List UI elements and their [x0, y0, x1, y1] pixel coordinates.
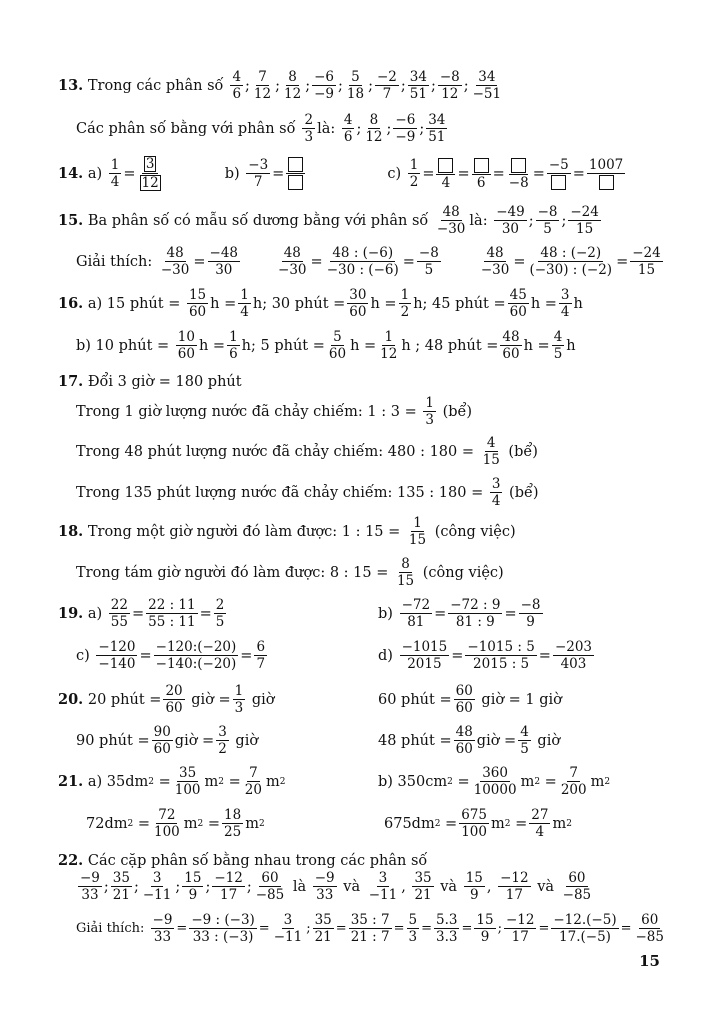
exercise-22-line-1: −9 33 ; 35 21 ; 3 −11 ; 15 9 ; −12 17 ; 60 −85 là −9 33 và 3 −11 , 35 21 và 15 9 , −12 17 và 60 −85: [80, 870, 592, 904]
text: Các phân số bằng với phân số: [76, 120, 296, 137]
exercise-number: 13.: [58, 77, 84, 95]
exercise-17-line-1: Trong 1 giờ lượng nước đã chảy chiếm: 1 : 3 = $\frac{1}{3}$ (bể): [76, 395, 473, 429]
text: là:: [469, 212, 488, 229]
text: c): [387, 165, 402, 182]
text: Trong 48 phút lượng nước đã chảy chiếm: 480 : 180 =: [76, 443, 475, 460]
exercise-20-d: 48 phút = 48 60 giờ = 4 5 giờ: [378, 724, 561, 758]
text: là: [292, 878, 307, 895]
exercise-18-line-2: Trong tám giờ người đó làm được: 8 : 15 = $\frac{8}{15}$ (công việc): [76, 556, 504, 590]
text: Ba phân số có mẫu số dương bằng với phân số: [87, 212, 429, 229]
text: Trong 1 giờ lượng nước đã chảy chiếm: 1 : 3 =: [76, 403, 417, 420]
text: a): [87, 605, 103, 622]
exercise-number: 22.: [58, 852, 84, 869]
exercise-17-line-2: Trong 48 phút lượng nước đã chảy chiếm: 480 : 180 = $\frac{4}{15}$ (bể): [76, 435, 538, 469]
exercise-number: 17.: [58, 373, 84, 390]
exercise-number: 15.: [58, 212, 84, 230]
text: Các cặp phân số bằng nhau trong các phân số: [87, 852, 428, 869]
exercise-13-line-2: Các phân số bằng với phân số 2 3 là: 4 6 ; 8 12 ; −6 −9 ; 34 51: [76, 112, 446, 146]
exercise-number: 14.: [58, 165, 84, 183]
exercise-21-c: 72dm 2 = 72 100 m 2 = 18 25 m 2: [86, 807, 265, 841]
text: a): [87, 165, 103, 182]
exercise-16-line-2: b) 10 phút = $\frac{10}{60}$ h = 1 6 h; 5 phút = 5 60 h = 1 12 h ; 48 phút = 48 60 h = 4 5 h: [76, 329, 576, 363]
exercise-number: 19.: [58, 605, 84, 623]
exercise-22-head: [58, 852, 427, 869]
text: Trong tám giờ người đó làm được: 8 : 15 =: [76, 564, 389, 581]
exercise-19-b: b) −72 81 = −72 : 9 81 : 9 = −8 9: [378, 597, 541, 631]
exercise-17-head: [58, 373, 242, 390]
text: b) 10 phút =: [76, 337, 170, 354]
text: d): [378, 647, 393, 664]
text: b): [224, 165, 240, 182]
text: giờ: [251, 691, 275, 708]
exercise-21-d: 675dm 2 = 675 100 m 2 = 27 4 m 2: [384, 807, 572, 841]
text: a): [87, 773, 103, 790]
exercise-20-b: 60 phút = 60 60 giờ = 1 giờ: [378, 683, 562, 717]
text: a) 15 phút =: [87, 295, 181, 312]
text: và: [343, 878, 361, 895]
exercise-17-line-3: Trong 135 phút lượng nước đã chảy chiếm: 135 : 180 = $\frac{3}{4}$ (bể): [76, 476, 539, 510]
exercise-21-a: 21. a) 35dm 2 = 35 100 m 2 = 7 20 m 2: [58, 765, 286, 799]
text: (công việc): [434, 523, 516, 540]
exercise-18-line-1: 18. Trong một giờ người đó làm được: 1 : 15 = $\frac{1}{15}$ (công việc): [58, 515, 516, 549]
text: b): [378, 605, 393, 622]
exercise-number: 20.: [58, 691, 84, 709]
exercise-21-b: b) 350cm 2 = 360 10000 m 2 = 7 200 m 2: [378, 765, 611, 799]
text: Giải thích:: [76, 253, 153, 270]
text: b): [378, 773, 393, 790]
text: Giải thích:: [76, 921, 145, 937]
exercise-14: 14. a) 1 4 = 3 12 b) −3 7 = c) 1 2 = 4 = 6 = −8 = −5 = 1007: [58, 156, 624, 192]
exercise-20-a: 20. 20 phút = 20 60 giờ = 1 3 giờ: [58, 683, 275, 717]
text: Trong một giờ người đó làm được: 1 : 15 =: [87, 523, 401, 540]
exercise-19-a: 19. a) 22 55 = 22 : 11 55 : 11 = 2 5: [58, 597, 225, 631]
exercise-13-line-1: 13. Trong các phân số 4 6 ; 7 12 ; 8 12 ; −6 −9 ; 5 18 ; −2 7 ; 34 51 ; −8 12 ; 34 −51: [58, 69, 502, 103]
text: và: [440, 878, 458, 895]
text: (công việc): [422, 564, 504, 581]
exercise-number: 18.: [58, 523, 84, 541]
exercise-19-c: c) −120 −140 = −120:(−20) −140:(−20) = 6 7: [76, 639, 266, 673]
text: và: [537, 878, 555, 895]
text: (bể): [509, 484, 539, 501]
exercise-15-line-2: Giải thích: 48 −30 = −48 30 48 −30 = 48 : (−6) −30 : (−6) = −8 5 48 −30 = 48 : (−2) (−30) : (−2) = −24 15: [76, 245, 661, 279]
exercise-15-line-1: 15. Ba phân số có mẫu số dương bằng với phân số 48 −30 là: −49 30 ; −8 5 ; −24 15: [58, 204, 599, 238]
exercise-16-line-1: 16. a) 15 phút = $\frac{15}{60}$ h = 1 4 h; 30 phút = 30 60 h = 1 2 h; 45 phút = 45 60 h = 3 4 h: [58, 287, 583, 321]
exercise-number: 21.: [58, 773, 84, 791]
page-number: 15: [639, 952, 660, 970]
text: Trong các phân số: [87, 77, 224, 94]
text: c): [76, 647, 90, 664]
exercise-number: 16.: [58, 295, 84, 313]
text: (bể): [508, 443, 538, 460]
exercise-22-explain: Giải thích: −9 33 = −9 : (−3) 33 : (−3) = 3 −11 ; 35 21 = 35 : 7 21 : 7 = 5 3 = 5.3 3.3 = 15 9 ; −12 17 = −12.(−5) 17.(−5) = 60 −85: [76, 912, 664, 946]
text: Đổi 3 giờ = 180 phút: [87, 373, 242, 390]
exercise-19-d: d) −1015 2015 = −1015 : 5 2015 : 5 = −203 403: [378, 639, 593, 673]
text: Trong 135 phút lượng nước đã chảy chiếm: 135 : 180 =: [76, 484, 484, 501]
text: (bể): [442, 403, 473, 420]
exercise-20-c: 90 phút = 90 60 giờ = 3 2 giờ: [76, 724, 259, 758]
text: là:: [317, 120, 336, 137]
